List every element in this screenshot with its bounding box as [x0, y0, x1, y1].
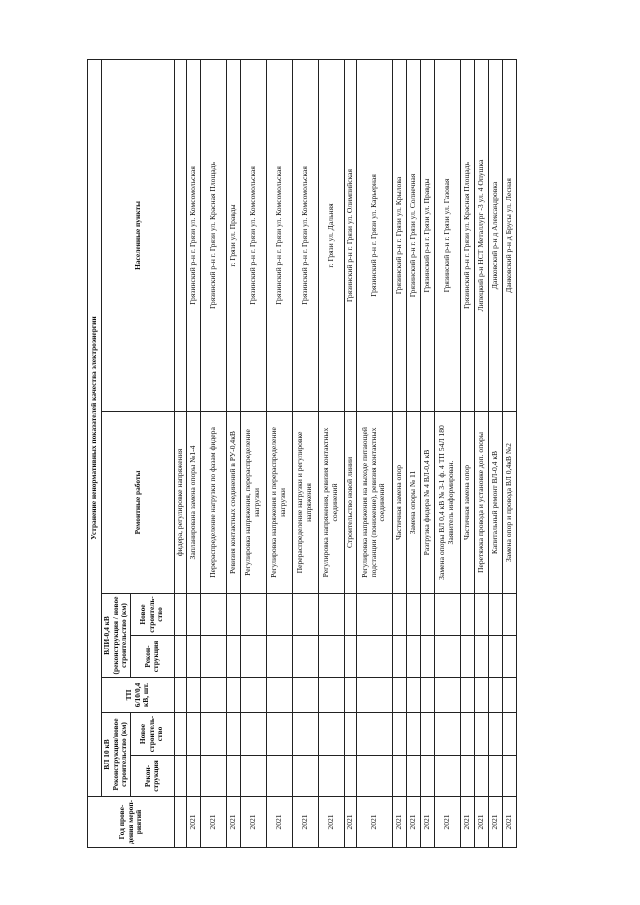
vl10-new-cell — [392, 713, 406, 756]
year-cell: 2021 — [356, 797, 392, 848]
works-cell: Разгрузка фидера № 4 ВЛ-0,4 кВ — [420, 412, 434, 594]
tp-cell — [318, 678, 344, 713]
table-row — [502, 60, 516, 848]
vl10-new-cell — [434, 713, 460, 756]
year-cell: 2021 — [406, 797, 420, 848]
table-row — [356, 60, 392, 848]
table-row — [488, 60, 502, 848]
table-row — [474, 60, 488, 848]
tp-cell — [406, 678, 420, 713]
works-cell: Регулировка напряжения на выходе питающей подстанции (понижение), ревизия контактных соединений — [356, 412, 392, 594]
table-row — [240, 60, 266, 848]
vl10-recon-cell — [174, 756, 186, 797]
year-cell: 2021 — [460, 797, 474, 848]
vl10-recon-cell — [356, 756, 392, 797]
table-row — [460, 60, 474, 848]
works-cell: Частичная замена опор — [392, 412, 406, 594]
vl10-new-cell — [266, 713, 292, 756]
vl04-new-cell — [226, 594, 240, 636]
year-cell — [174, 797, 186, 848]
vl10-recon-cell — [392, 756, 406, 797]
tp-cell — [174, 678, 186, 713]
tp-cell — [186, 678, 200, 713]
vl04-new-cell — [318, 594, 344, 636]
settlement-cell: Грязинский р-н г. Грязи ул. Комсомольская — [292, 60, 318, 412]
vl04-recon-cell — [186, 636, 200, 678]
vl10-new-cell — [292, 713, 318, 756]
tp-cell — [266, 678, 292, 713]
settlement-cell: Грязинский р-н г. Грязи ул. Олимпийская — [344, 60, 356, 412]
year-cell: 2021 — [474, 797, 488, 848]
vl10-recon-cell — [434, 756, 460, 797]
header-works: Ремонтные работы — [102, 412, 175, 594]
settlement-cell: Грязинский р-н г. Грязи ул. Газовая — [434, 60, 460, 412]
vl10-new-cell — [174, 713, 186, 756]
tp-cell — [460, 678, 474, 713]
header-year: Год прове-дения мероп-риятий — [88, 797, 175, 848]
settlement-cell: Грязинский р-н г. Грязи ул. Красная Площадь — [460, 60, 474, 412]
works-cell: Замена опоры № 11 — [406, 412, 420, 594]
works-cell: Капитальный ремонт ВЛ-0,4 кВ — [488, 412, 502, 594]
works-cell: Замена опоры ВЛ 0,4 кВ № 3-1 ф. 4 ТП 54Л 180 Заявитель информирован. — [434, 412, 460, 594]
vl10-recon-cell — [186, 756, 200, 797]
tp-cell — [474, 678, 488, 713]
vl10-new-cell — [406, 713, 420, 756]
vl04-recon-cell — [488, 636, 502, 678]
works-cell: Перераспределение нагрузки по фазам фидера — [200, 412, 226, 594]
vl04-recon-cell — [434, 636, 460, 678]
vl04-new-cell — [502, 594, 516, 636]
tp-cell — [434, 678, 460, 713]
settlement-cell: Грязинский р-н г. Грязи ул. Красная Площадь — [200, 60, 226, 412]
tp-cell — [200, 678, 226, 713]
table-row — [392, 60, 406, 848]
vl10-new-cell — [240, 713, 266, 756]
vl10-recon-cell — [240, 756, 266, 797]
works-cell: Замена опор и провода ВЛ 0,4кВ №2 — [502, 412, 516, 594]
vl10-new-cell — [502, 713, 516, 756]
tp-cell — [226, 678, 240, 713]
tp-cell — [488, 678, 502, 713]
vl04-new-cell — [186, 594, 200, 636]
tp-cell — [392, 678, 406, 713]
settlement-cell — [174, 60, 186, 412]
year-cell: 2021 — [434, 797, 460, 848]
header-vl04-recon: Рекон-струкция — [130, 636, 174, 678]
vl04-new-cell — [356, 594, 392, 636]
vl04-new-cell — [406, 594, 420, 636]
vl10-recon-cell — [226, 756, 240, 797]
table-row — [292, 60, 318, 848]
settlement-cell: г. Грязи ул. Правды — [226, 60, 240, 412]
vl10-new-cell — [186, 713, 200, 756]
vl10-recon-cell — [420, 756, 434, 797]
works-cell: Регулировка напряжения, перераспределение нагрузки — [240, 412, 266, 594]
header-vl04-new: Новое строитель-ство — [130, 594, 174, 636]
vl04-new-cell — [200, 594, 226, 636]
header-vl10: ВЛ 10 кВ Реконструкция/новое строительство (км) — [102, 713, 131, 797]
vl10-recon-cell — [200, 756, 226, 797]
vl04-recon-cell — [406, 636, 420, 678]
settlement-cell: Грязинский р-н г. Грязи ул. Карьерная — [356, 60, 392, 412]
table-row — [406, 60, 420, 848]
vl04-new-cell — [344, 594, 356, 636]
header-tp: ТП 6/10/0,4 кВ, шт. — [102, 678, 175, 713]
vl04-new-cell — [392, 594, 406, 636]
works-cell: Регулировка напряжения и перераспределение нагрузки — [266, 412, 292, 594]
vl10-recon-cell — [318, 756, 344, 797]
year-cell: 2021 — [488, 797, 502, 848]
vl04-recon-cell — [460, 636, 474, 678]
vl04-new-cell — [474, 594, 488, 636]
year-cell: 2021 — [318, 797, 344, 848]
table-row — [226, 60, 240, 848]
vl10-new-cell — [318, 713, 344, 756]
tp-cell — [240, 678, 266, 713]
vl04-recon-cell — [356, 636, 392, 678]
works-cell: фидера, регулировке напряжения — [174, 412, 186, 594]
vl10-new-cell — [488, 713, 502, 756]
vl10-new-cell — [474, 713, 488, 756]
vl04-new-cell — [434, 594, 460, 636]
settlement-cell: Данковский р-н д Александровка — [488, 60, 502, 412]
year-cell: 2021 — [292, 797, 318, 848]
vl10-new-cell — [226, 713, 240, 756]
settlement-cell: Грязинский р-н г. Грязи ул. Крылова — [392, 60, 406, 412]
vl04-new-cell — [460, 594, 474, 636]
works-cell: Перетяжка провода и установке доп. опоры — [474, 412, 488, 594]
vl04-new-cell — [174, 594, 186, 636]
settlement-cell: г. Грязи ул. Дальняя — [318, 60, 344, 412]
vl04-recon-cell — [240, 636, 266, 678]
header-main-group: Устранение ненормативных показателей качества электроэнергии — [88, 60, 102, 797]
year-cell: 2021 — [420, 797, 434, 848]
vl10-new-cell — [460, 713, 474, 756]
settlement-cell: Данковский р-н д Брусы ул. Лесная — [502, 60, 516, 412]
vl04-new-cell — [292, 594, 318, 636]
table-row — [266, 60, 292, 848]
table-row — [174, 60, 186, 848]
year-cell: 2021 — [266, 797, 292, 848]
vl10-recon-cell — [502, 756, 516, 797]
table-row — [186, 60, 200, 848]
table-row — [434, 60, 460, 848]
vl10-recon-cell — [292, 756, 318, 797]
year-cell: 2021 — [186, 797, 200, 848]
header-vl04: ВЛИ-0,4 кВ (реконструкция / новое строительство (км) — [102, 594, 131, 678]
works-cell: Частичная замена опор — [460, 412, 474, 594]
header-vl10-new: Новое строитель-ство — [130, 713, 174, 756]
tp-cell — [344, 678, 356, 713]
header-settlements: Населенные пункты — [102, 60, 175, 412]
tp-cell — [502, 678, 516, 713]
vl10-new-cell — [356, 713, 392, 756]
year-cell: 2021 — [392, 797, 406, 848]
tp-cell — [420, 678, 434, 713]
vl10-recon-cell — [344, 756, 356, 797]
vl04-recon-cell — [174, 636, 186, 678]
vl10-recon-cell — [460, 756, 474, 797]
settlement-cell: Грязинский р-н г. Грязи ул. Правды — [420, 60, 434, 412]
year-cell: 2021 — [226, 797, 240, 848]
settlement-cell: Липецкий р-н НСТ Металлург -3 ул. 4 Опушка — [474, 60, 488, 412]
quality-measures-table — [87, 59, 517, 848]
header-vl10-recon: Рекон-струкция — [130, 756, 174, 797]
vl10-new-cell — [344, 713, 356, 756]
vl04-new-cell — [488, 594, 502, 636]
vl04-recon-cell — [420, 636, 434, 678]
works-cell: Ревизия контактных соединений в РУ-0,4кВ — [226, 412, 240, 594]
works-cell: Строительство новой линии — [344, 412, 356, 594]
works-cell: Регулировка напряжения, ревизия контактных соединений — [318, 412, 344, 594]
year-cell: 2021 — [502, 797, 516, 848]
vl04-recon-cell — [502, 636, 516, 678]
works-cell: Запланирована замена опоры №1-4 — [186, 412, 200, 594]
year-cell: 2021 — [200, 797, 226, 848]
vl04-recon-cell — [392, 636, 406, 678]
vl10-recon-cell — [488, 756, 502, 797]
vl04-recon-cell — [292, 636, 318, 678]
vl10-new-cell — [420, 713, 434, 756]
year-cell: 2021 — [240, 797, 266, 848]
vl04-recon-cell — [344, 636, 356, 678]
tp-cell — [292, 678, 318, 713]
vl04-new-cell — [266, 594, 292, 636]
year-cell: 2021 — [344, 797, 356, 848]
table-row — [344, 60, 356, 848]
works-cell: Перераспределение нагрузки и регулировке напряжения — [292, 412, 318, 594]
vl04-recon-cell — [226, 636, 240, 678]
settlement-cell: Грязинский р-н г. Грязи ул. Комсомольская — [186, 60, 200, 412]
vl10-recon-cell — [266, 756, 292, 797]
vl10-recon-cell — [406, 756, 420, 797]
vl04-recon-cell — [474, 636, 488, 678]
settlement-cell: Грязинский р-н г. Грязи ул. Солнечная — [406, 60, 420, 412]
settlement-cell: Грязинский р-н г. Грязи ул. Комсомольская — [266, 60, 292, 412]
settlement-cell: Грязинский р-н г. Грязи ул. Комсомольская — [240, 60, 266, 412]
table-row — [420, 60, 434, 848]
vl04-recon-cell — [318, 636, 344, 678]
table-row — [200, 60, 226, 848]
table-row — [318, 60, 344, 848]
vl04-recon-cell — [266, 636, 292, 678]
vl04-new-cell — [420, 594, 434, 636]
vl10-recon-cell — [474, 756, 488, 797]
tp-cell — [356, 678, 392, 713]
vl10-new-cell — [200, 713, 226, 756]
vl04-recon-cell — [200, 636, 226, 678]
vl04-new-cell — [240, 594, 266, 636]
